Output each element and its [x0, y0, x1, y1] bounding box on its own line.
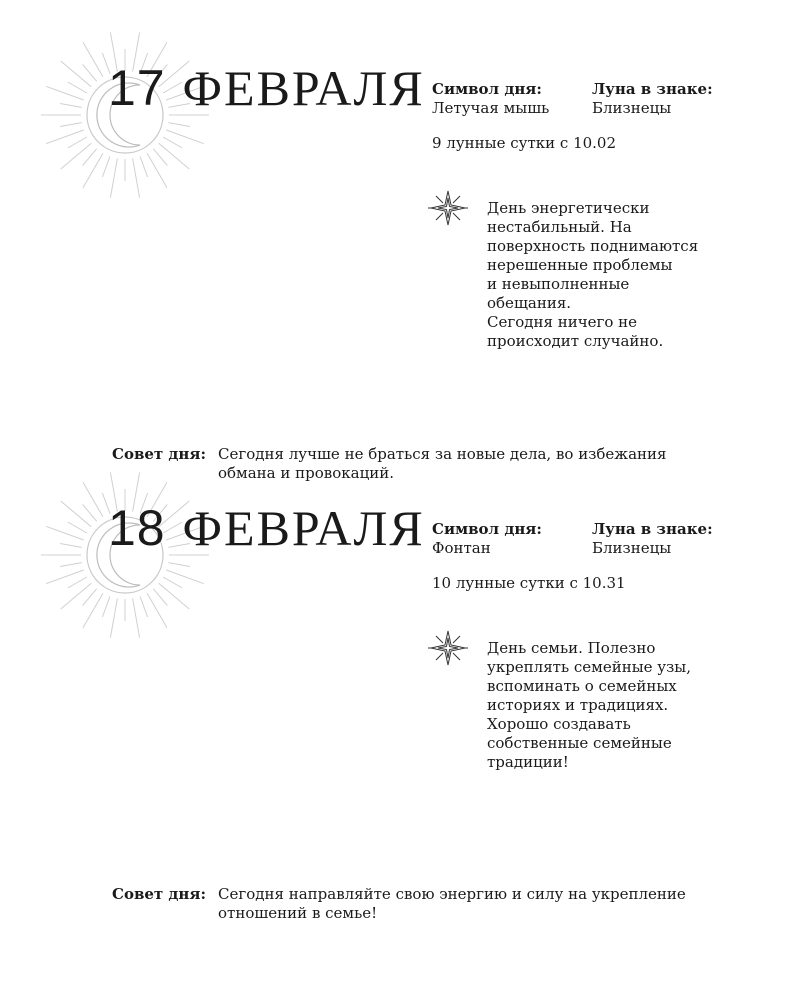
description-line: традиции!: [487, 753, 569, 771]
description-line: День энергетически: [487, 199, 650, 217]
description-line: Сегодня ничего не: [487, 313, 638, 331]
date-day: 17: [108, 60, 166, 116]
day-description: [487, 639, 727, 772]
lunar-day: 10 лунные сутки с 10.31: [432, 574, 626, 592]
symbol-label: Символ дня:: [432, 80, 542, 98]
description-line: нерешенные проблемы: [487, 256, 673, 274]
moon-value: Близнецы: [592, 539, 672, 557]
description-line: нестабильный. На: [487, 218, 632, 236]
moon-value: Близнецы: [592, 99, 672, 117]
day-description: [487, 199, 727, 351]
symbol-value: Фонтан: [432, 539, 491, 557]
description-line: укреплять семейные узы,: [487, 658, 692, 676]
description-line: Хорошо создавать: [487, 715, 631, 733]
advice-label: Совет дня:: [112, 445, 207, 463]
date-month: ФЕВРАЛЯ: [182, 500, 425, 556]
symbol-value: Летучая мышь: [432, 99, 550, 117]
star-icon: [428, 628, 468, 668]
advice-line: отношений в семье!: [218, 904, 378, 922]
day-entry-feb-17: [0, 0, 800, 482]
description-line: и невыполненные: [487, 275, 630, 293]
date-heading: [108, 60, 425, 116]
star-svg: [428, 628, 468, 668]
moon-label: Луна в знаке:: [592, 80, 713, 98]
description-line: День семьи. Полезно: [487, 639, 656, 657]
advice-line: обмана и провокаций.: [218, 464, 394, 482]
star-shape: [428, 631, 468, 665]
star-svg: [428, 188, 468, 228]
description-line: историях и традициях.: [487, 696, 669, 714]
day-entry-feb-18: [0, 440, 800, 922]
advice-line: Сегодня направляйте свою энергию и силу на укрепление: [218, 885, 686, 903]
star-shape: [428, 191, 468, 225]
moon-sign: [592, 80, 713, 118]
star-icon: [428, 188, 468, 228]
description-line: собственные семейные: [487, 734, 672, 752]
advice-line: Сегодня лучше не браться за новые дела, во избежания: [218, 445, 667, 463]
date-heading: [108, 500, 425, 556]
advice-label: Совет дня:: [112, 885, 207, 903]
date-day: 18: [108, 500, 166, 556]
lunar-day: 9 лунные сутки с 10.02: [432, 134, 617, 152]
description-line: вспоминать о семейных: [487, 677, 677, 695]
symbol-of-day: [432, 520, 542, 558]
date-month: ФЕВРАЛЯ: [182, 60, 425, 116]
description-line: происходит случайно.: [487, 332, 664, 350]
description-line: поверхность поднимаются: [487, 237, 699, 255]
moon-sign: [592, 520, 713, 558]
advice-text: [218, 885, 686, 923]
symbol-of-day: [432, 80, 549, 118]
symbol-label: Символ дня:: [432, 520, 542, 538]
moon-label: Луна в знаке:: [592, 520, 713, 538]
description-line: обещания.: [487, 294, 572, 312]
